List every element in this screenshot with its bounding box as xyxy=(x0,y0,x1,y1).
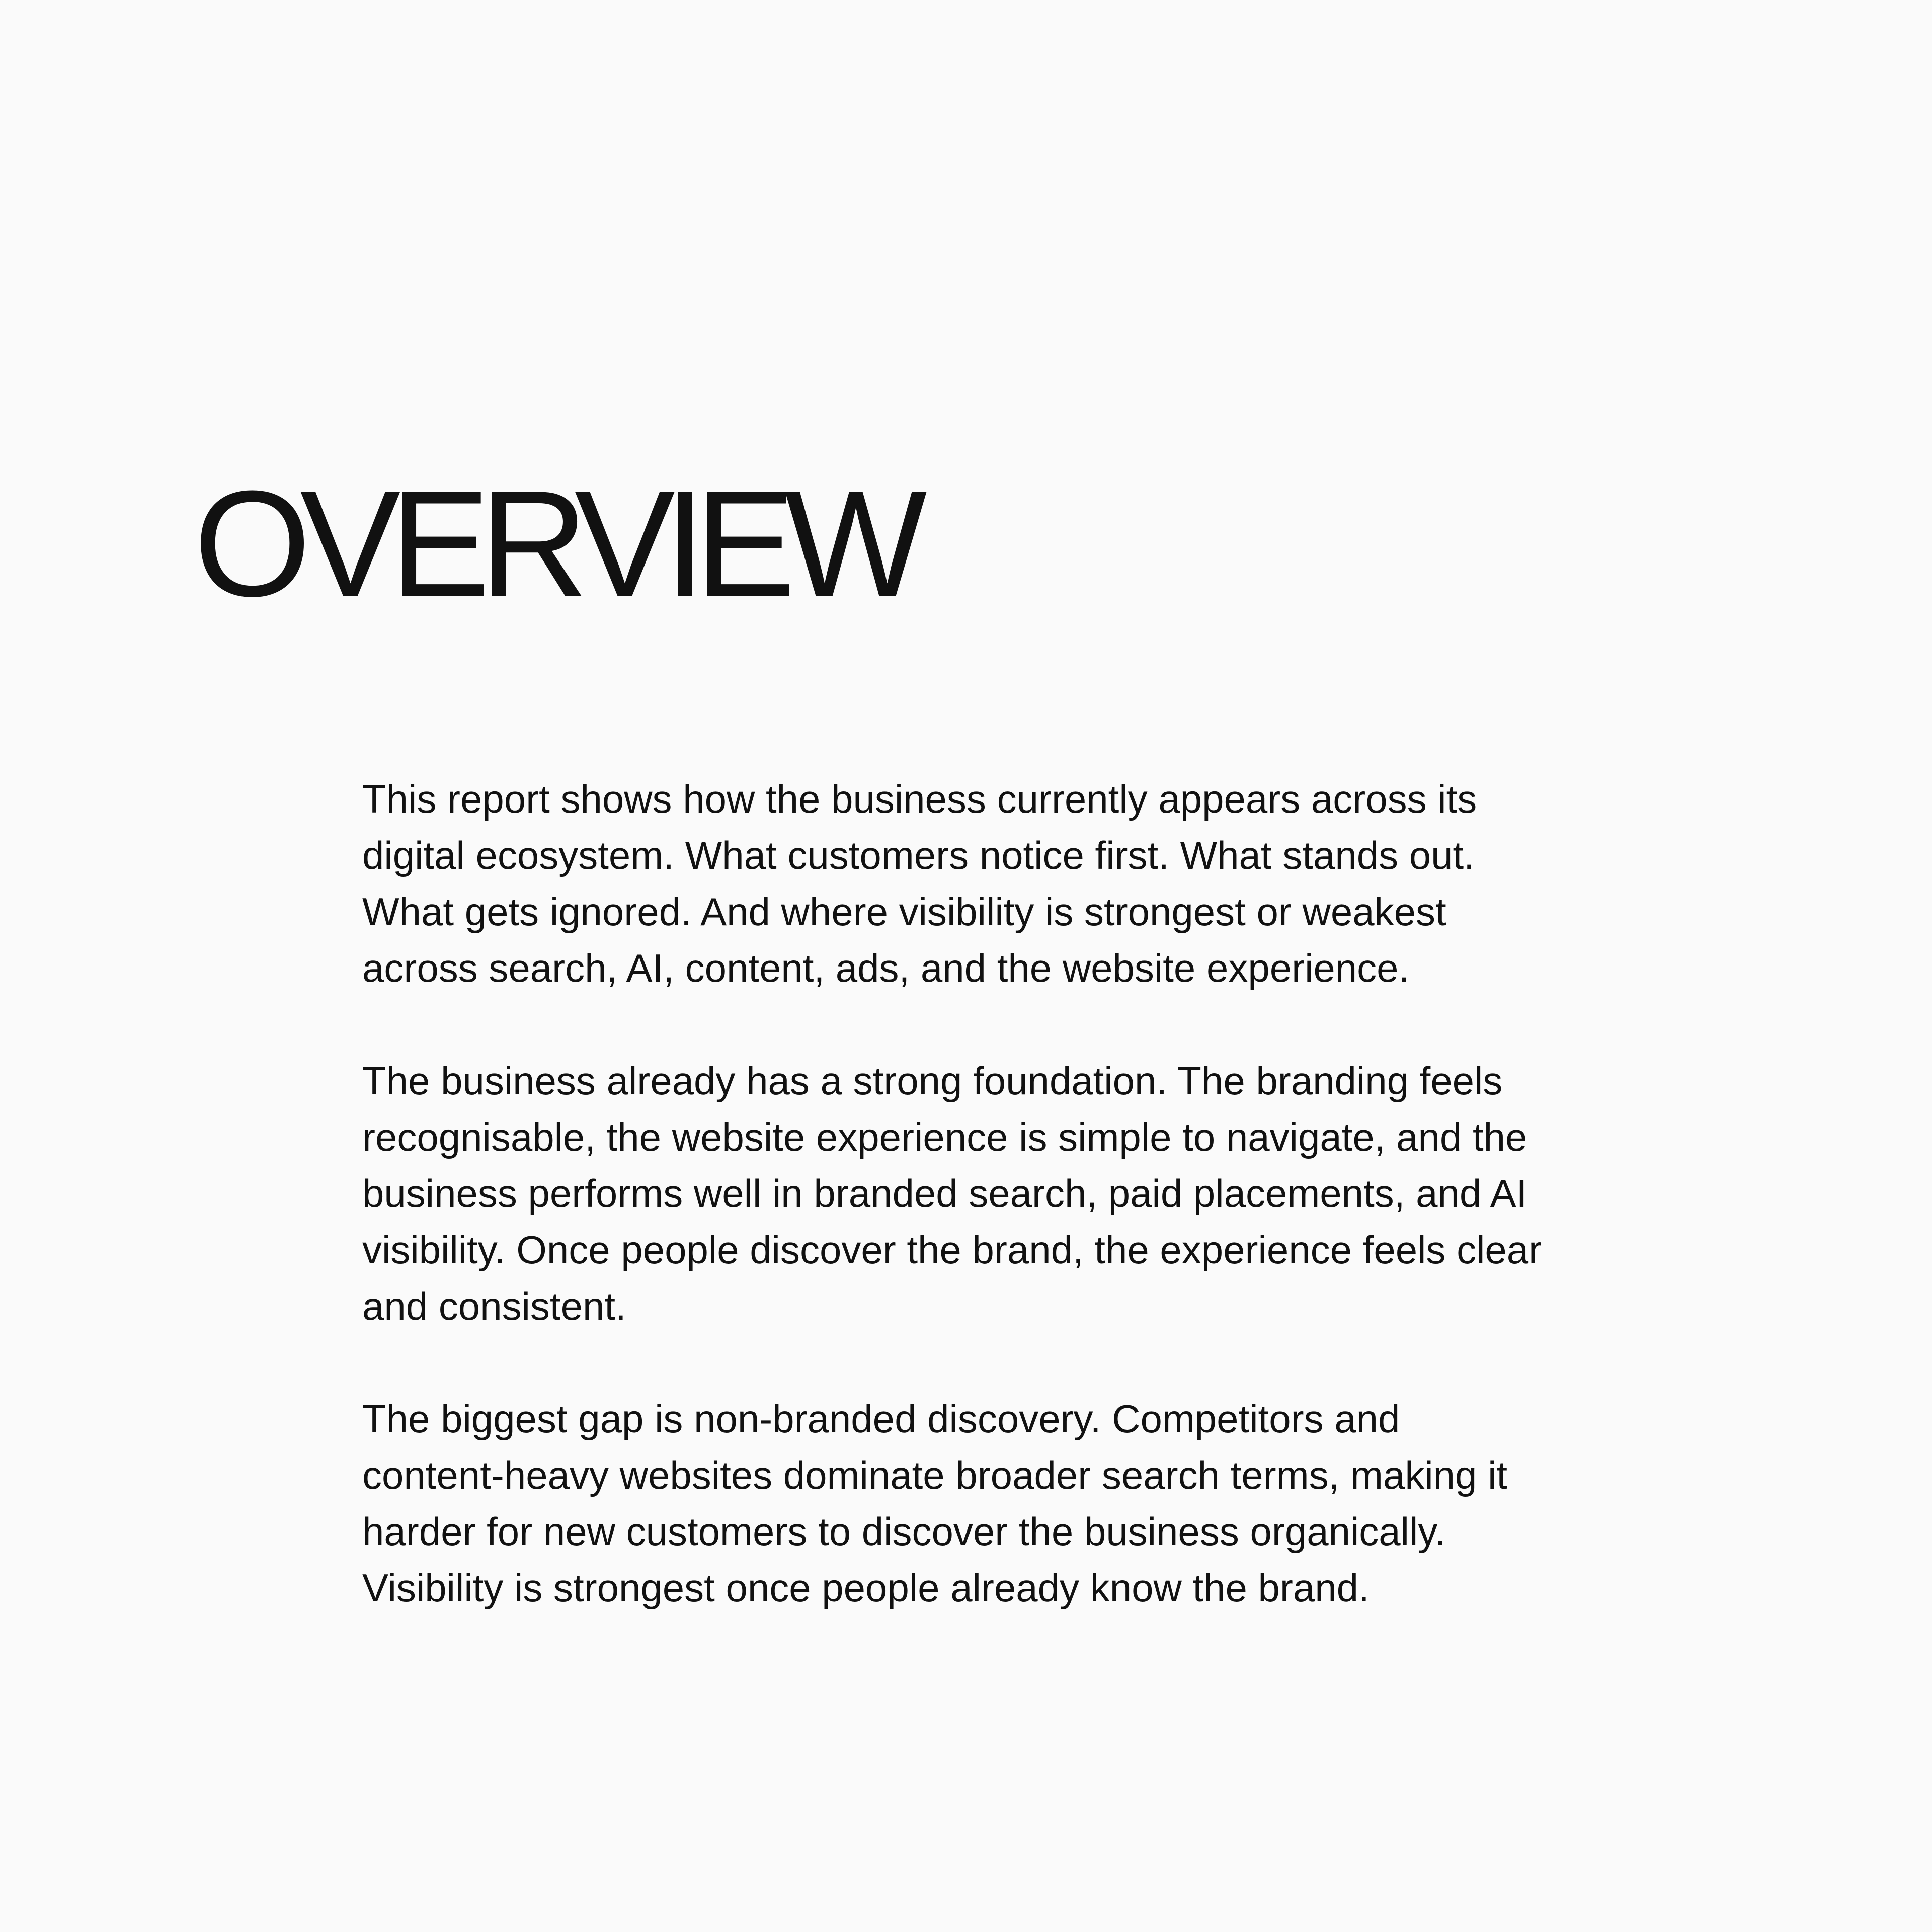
paragraph-line: visibility. Once people discover the brand, the experience feels clear xyxy=(362,1228,1542,1272)
paragraph-line: The business already has a strong foundation. The branding feels xyxy=(362,1059,1503,1103)
paragraph-line: and consistent. xyxy=(362,1284,626,1328)
paragraph-gap xyxy=(362,1391,1590,1616)
paragraph-intro xyxy=(362,771,1590,996)
paragraph-line: Visibility is strongest once people already know the brand. xyxy=(362,1566,1370,1610)
overview-body xyxy=(362,771,1590,1616)
paragraph-line: business performs well in branded search, paid placements, and AI xyxy=(362,1171,1527,1216)
page-title: OVERVIEW xyxy=(194,459,916,628)
paragraph-line: recognisable, the website experience is simple to navigate, and the xyxy=(362,1115,1527,1159)
paragraph-line: content-heavy websites dominate broader search terms, making it xyxy=(362,1453,1508,1497)
paragraph-line: This report shows how the business currently appears across its xyxy=(362,777,1477,821)
paragraph-line: harder for new customers to discover the business organically. xyxy=(362,1509,1446,1554)
paragraph-line: digital ecosystem. What customers notice first. What stands out. xyxy=(362,833,1475,877)
paragraph-line: What gets ignored. And where visibility is strongest or weakest xyxy=(362,890,1446,934)
paragraph-strengths xyxy=(362,1053,1590,1334)
paragraph-line: The biggest gap is non-branded discovery. Competitors and xyxy=(362,1397,1400,1441)
paragraph-line: across search, AI, content, ads, and the website experience. xyxy=(362,946,1410,990)
